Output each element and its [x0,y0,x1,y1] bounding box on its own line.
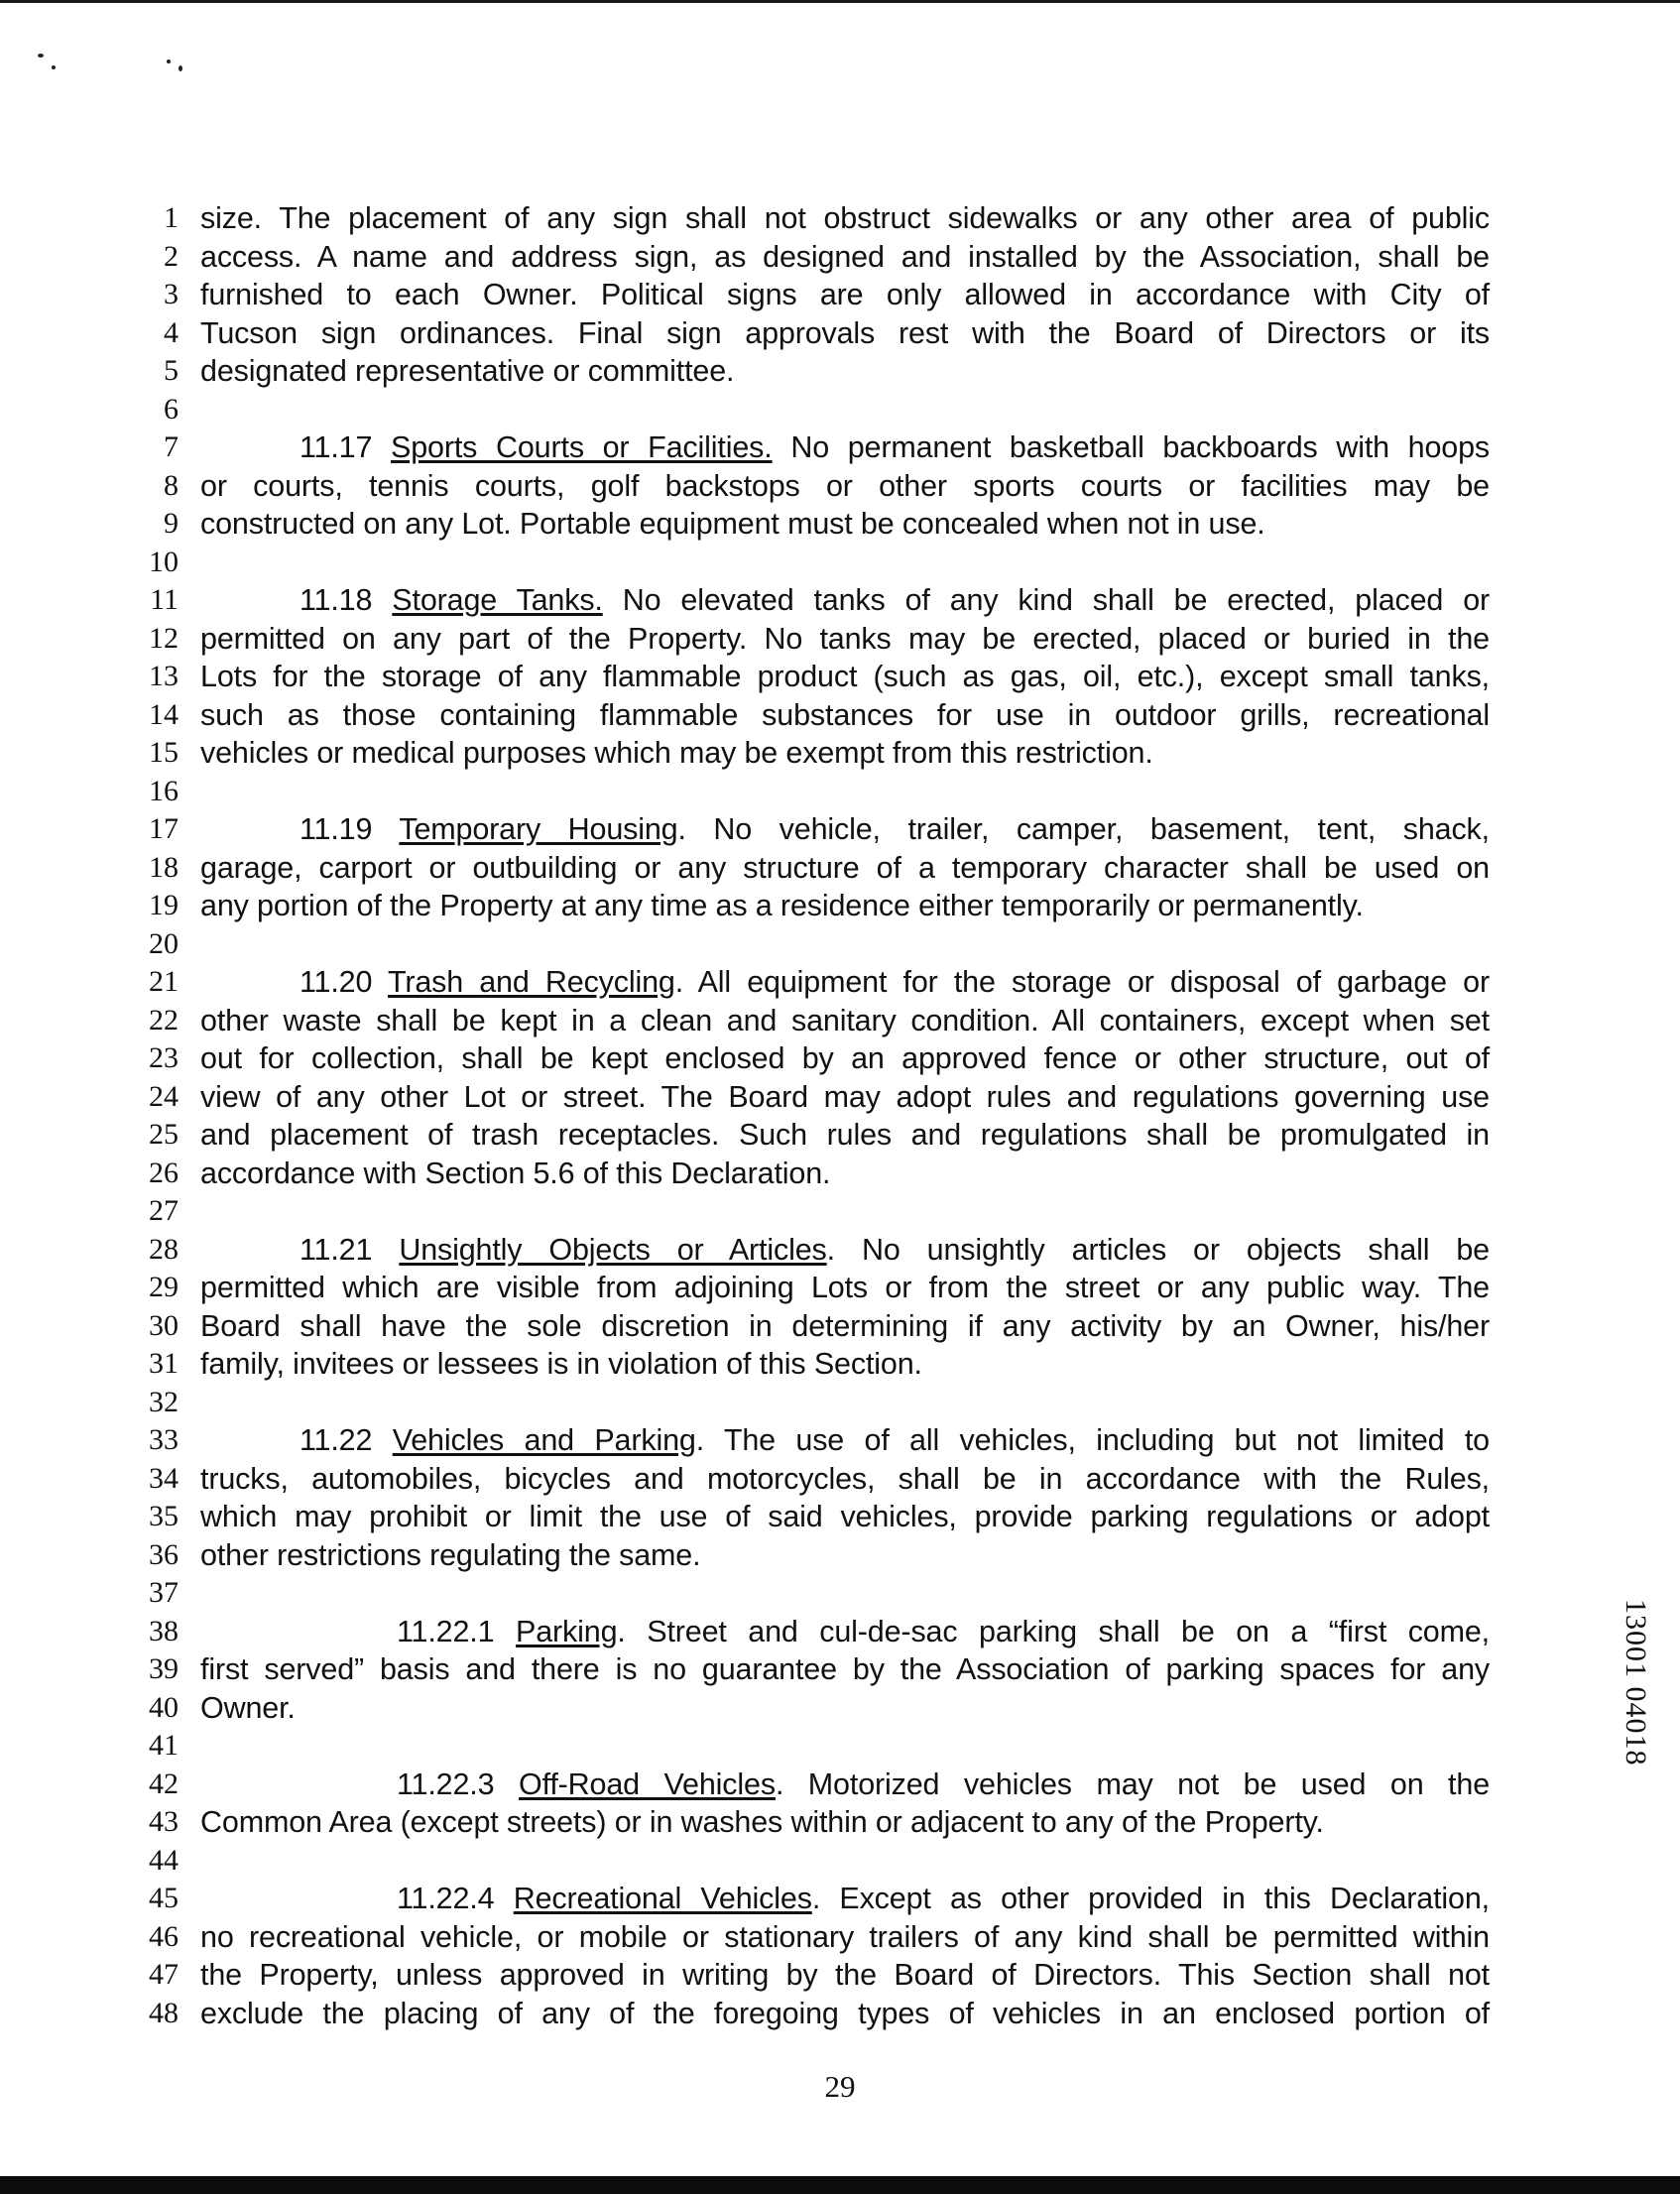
section-first-line [200,1231,1490,1270]
line-number: 46 [149,1919,179,1953]
text-line: the Property, unless approved in writing by the Board of Directors. This Section shall not [200,1958,1490,1992]
line-number: 5 [164,354,179,387]
text-line: vehicles or medical purposes which may be exempt from this restriction. [200,736,1153,770]
section-heading: Temporary Housing [399,812,678,846]
line-number: 38 [149,1614,179,1647]
section-first-line [200,1421,1490,1460]
line-number: 18 [149,850,179,884]
section-first-line [200,1766,1490,1804]
line-number: 31 [149,1347,179,1380]
line-number: 3 [164,278,179,310]
section-first-line [200,428,1490,467]
blank-line [200,544,1490,582]
text-line: and placement of trash receptacles. Such rules and regulations shall be promulgated in [200,1118,1490,1152]
section-number: 11.22.3 [397,1767,495,1801]
text-line: designated representative or committee. [200,354,735,388]
section-heading: Storage Tanks. [392,583,603,617]
line-number: 30 [149,1308,179,1342]
text-line: family, invitees or lessees is in violation of this Section. [200,1347,922,1381]
section-heading: Sports Courts or Facilities. [391,430,773,464]
text-line: trucks, automobiles, bicycles and motorcycles, shall be in accordance with the Rules, [200,1461,1490,1496]
text-line: Board shall have the sole discretion in determining if any activity by an Owner, his/her [200,1308,1490,1343]
line-number: 39 [149,1652,179,1685]
section-first-line [200,581,1490,620]
section-heading: Parking [516,1614,618,1648]
line-number: 14 [149,697,179,731]
line-number: 32 [149,1385,179,1418]
line-number: 13 [149,660,179,692]
paragraph-signs-continued [200,199,1490,391]
line-number: 47 [149,1958,179,1991]
scan-speck [179,65,182,71]
section-first-text: . No vehicle, trailer, camper, basement, tent, shack, [677,812,1490,846]
line-number: 21 [149,965,179,998]
line-number: 45 [149,1882,179,1914]
text-line: permitted on any part of the Property. No tanks may be erected, placed or buried in the [200,621,1490,656]
line-number: 26 [149,1156,179,1189]
line-number: 36 [149,1537,179,1571]
line-number: 19 [149,889,179,921]
blank-line [200,925,1490,964]
scan-speck [38,54,44,58]
section-11-20 [200,963,1490,1192]
line-number: 9 [164,507,179,540]
section-11-22-3 [200,1766,1490,1842]
section-number: 11.22.4 [397,1882,495,1915]
line-number: 25 [149,1118,179,1151]
section-11-22 [200,1421,1490,1574]
line-number: 44 [149,1843,179,1877]
line-number: 27 [149,1194,179,1227]
section-heading: Unsightly Objects or Articles [399,1232,827,1267]
section-heading: Trash and Recycling [387,965,675,999]
text-line: out for collection, shall be kept enclosed by an approved fence or other structure, out of [200,1041,1490,1075]
line-number: 40 [149,1690,179,1724]
line-number: 12 [149,621,179,655]
text-line: other waste shall be kept in a clean and sanitary condition. All containers, except when set [200,1003,1490,1037]
line-number: 16 [149,774,179,807]
recording-stamp: 13001 04018 [1620,1599,1652,1767]
section-heading: Off-Road Vehicles [519,1767,776,1801]
text-line: Lots for the storage of any flammable product (such as gas, oil, etc.), except small tanks, [200,660,1490,693]
document-body [200,199,1490,2032]
blank-line [200,1192,1490,1231]
line-number: 6 [164,392,179,426]
section-11-22-4 [200,1880,1490,2032]
text-line: Tucson sign ordinances. Final sign approvals rest with the Board of Directors or its [200,315,1490,350]
line-number: 33 [149,1423,179,1456]
section-number: 11.19 [300,812,373,846]
line-number: 29 [149,1271,179,1303]
section-first-text: No permanent basketball backboards with hoops [790,430,1491,464]
section-first-text: . All equipment for the storage or disposal of garbage or [674,965,1490,999]
line-number: 15 [149,736,179,769]
section-first-text: No elevated tanks of any kind shall be erected, placed or [622,583,1491,617]
blank-line [200,773,1490,811]
section-first-text: . Street and cul-de-sac parking shall be on a “first come, [617,1614,1491,1648]
page-number: 29 [824,2069,856,2104]
section-heading: Vehicles and Parking [392,1423,696,1457]
text-line: exclude the placing of any of the foregoing types of vehicles in an enclosed portion of [200,1996,1490,2030]
section-first-line [200,810,1490,849]
text-line: size. The placement of any sign shall not obstruct sidewalks or any other area of public [200,201,1490,235]
section-heading: Recreational Vehicles [513,1882,812,1915]
blank-line [200,1727,1490,1766]
text-line: furnished to each Owner. Political signs are only allowed in accordance with City of [200,278,1490,311]
section-11-21 [200,1231,1490,1384]
line-number: 1 [164,201,179,234]
blank-line [200,1574,1490,1613]
text-line: or courts, tennis courts, golf backstops or other sports courts or facilities may be [200,468,1490,503]
line-number: 23 [149,1041,179,1074]
line-number: 20 [149,926,179,960]
line-number-column [119,199,179,2032]
section-first-text: . No unsightly articles or objects shall be [826,1232,1490,1267]
text-line: first served” basis and there is no guarantee by the Association of parking spaces for any [200,1652,1490,1686]
line-number: 37 [149,1576,179,1609]
line-number: 42 [149,1767,179,1800]
text-line: any portion of the Property at any time as a residence either temporarily or permanently. [200,889,1364,922]
blank-line [200,1842,1490,1881]
text-line: other restrictions regulating the same. [200,1537,701,1572]
section-number: 11.22 [300,1423,373,1457]
section-number: 11.18 [300,583,373,617]
section-11-17 [200,428,1490,544]
line-number: 24 [149,1079,179,1113]
section-first-line [200,1880,1490,1918]
line-number: 17 [149,812,179,845]
section-first-line [200,1613,1490,1651]
line-number: 35 [149,1500,179,1532]
scan-speck [167,60,171,63]
text-line: Owner. [200,1690,296,1725]
line-number: 10 [149,545,179,578]
section-number: 11.20 [300,965,373,999]
blank-line [200,1384,1490,1422]
text-line: permitted which are visible from adjoining Lots or from the street or any public way. The [200,1271,1490,1304]
scan-bottom-edge [0,2176,1680,2194]
text-line: which may prohibit or limit the use of said vehicles, provide parking regulations or adopt [200,1500,1490,1533]
scan-speck [52,65,56,69]
blank-line [200,391,1490,429]
text-line: access. A name and address sign, as designed and installed by the Association, shall be [200,239,1490,274]
line-number: 22 [149,1003,179,1036]
section-first-text: . The use of all vehicles, including but not limited to [695,1423,1490,1457]
text-line: accordance with Section 5.6 of this Declaration. [200,1156,831,1190]
line-number: 7 [164,430,179,463]
line-number: 48 [149,1996,179,2029]
text-line: Common Area (except streets) or in washes within or adjacent to any of the Property. [200,1805,1324,1839]
section-11-18 [200,581,1490,773]
text-line: such as those containing flammable substances for use in outdoor grills, recreational [200,697,1490,732]
section-first-line [200,963,1490,1002]
section-number: 11.21 [300,1232,373,1267]
line-number: 41 [149,1729,179,1762]
section-11-19 [200,810,1490,925]
line-number: 43 [149,1805,179,1838]
line-number: 11 [150,583,179,616]
scan-top-edge [0,0,1680,3]
section-first-text: . Except as other provided in this Declaration, [811,1882,1490,1915]
section-number: 11.17 [300,430,373,464]
text-line: constructed on any Lot. Portable equipment must be concealed when not in use. [200,507,1265,541]
line-number: 28 [149,1232,179,1266]
line-number: 2 [164,239,179,273]
section-11-22-1 [200,1613,1490,1728]
line-number: 4 [164,315,179,349]
section-number: 11.22.1 [397,1614,495,1648]
line-number: 34 [149,1461,179,1495]
text-line: no recreational vehicle, or mobile or stationary trailers of any kind shall be permitted within [200,1919,1490,1954]
section-first-text: . Motorized vehicles may not be used on the [775,1767,1491,1801]
line-number: 8 [164,468,179,502]
text-line: garage, carport or outbuilding or any structure of a temporary character shall be used on [200,850,1490,885]
text-line: view of any other Lot or street. The Board may adopt rules and regulations governing use [200,1079,1490,1114]
